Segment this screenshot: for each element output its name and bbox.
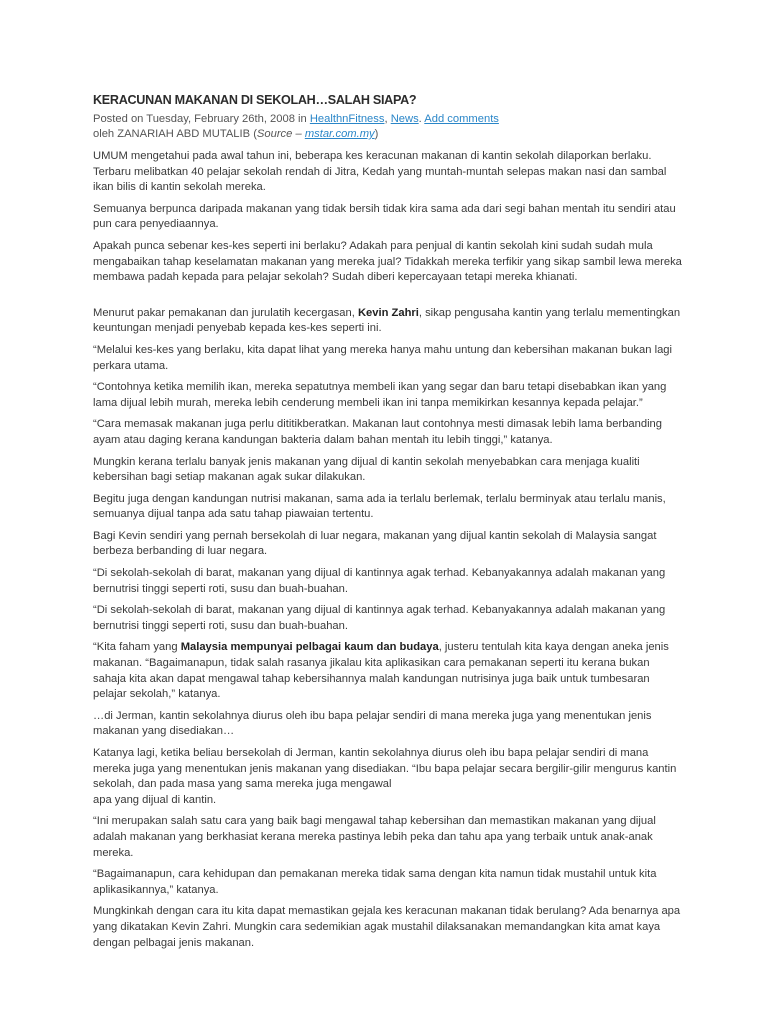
posted-date: Posted on Tuesday, February 26th, 2008 in bbox=[93, 113, 310, 125]
paragraph-3: Apakah punca sebenar kes-kes seperti ini berlaku? Adakah para penjual di kantin sekolah kini sudah sudah mula mengabaikan tahap keselamatan makanan yang mereka jual? Tidakkah mereka terfikir yang sikap sambil lewa mereka membawa padah kepada para pelajar sekolah? Sudah diberi kepercayaan tetapi mereka khianati. bbox=[93, 239, 682, 284]
bold-phrase: Malaysia mempunyai pelbagai kaum dan budaya bbox=[180, 641, 439, 654]
spacer bbox=[93, 292, 683, 306]
source-label: Source – bbox=[256, 128, 305, 140]
paragraph-12: “Di sekolah-sekolah di barat, makanan yang dijual di kantinnya agak terhad. Kebanyakannya adalah makanan yang bernutrisi tinggi seperti roti, susu dan buah-buahan. bbox=[93, 604, 666, 632]
paragraph-4 bbox=[93, 306, 683, 337]
paragraph-5: “Melalui kes-kes yang berlaku, kita dapat lihat yang mereka hanya mahu untung dan kebersihan makanan bukan lagi perkara utama. bbox=[93, 343, 672, 372]
byline bbox=[93, 127, 683, 142]
separator: . bbox=[418, 113, 425, 125]
separator: , bbox=[384, 113, 391, 125]
paragraph-10: Bagi Kevin sendiri yang pernah bersekolah di luar negara, makanan yang dijual kantin sekolah di Malaysia sangat berbeza berbanding di luar negara. bbox=[93, 529, 657, 558]
paragraph-8: Mungkin kerana terlalu banyak jenis makanan yang dijual di kantin sekolah menyebabkan cara menjaga kualiti kebersihan bagi setiap makanan agak sukar dilakukan. bbox=[93, 455, 640, 484]
paragraph-17: “Bagaimanapun, cara kehidupan dan pemakanan mereka tidak sama dengan kita namun tidak mustahil untuk kita aplikasikannya,” katanya. bbox=[93, 868, 657, 896]
paragraph-15 bbox=[93, 746, 683, 808]
paragraph-7: “Cara memasak makanan juga perlu dititikberatkan. Makanan laut contohnya mesti dimasak lebih lama berbanding ayam atau daging kerana kandungan bakteria dalam bahan mentah itu lebih tinggi,” katanya. bbox=[93, 418, 663, 446]
paragraph-15-text: Katanya lagi, ketika beliau bersekolah di Jerman, kantin sekolahnya diurus oleh ibu bapa pelajar sendiri di mana mereka juga yang menentukan jenis makanan yang disediakan. “Ibu bapa pelajar secara bergilir-gilir mengurus kantin sekolah, dan pada masa yang sama mereka juga mengawal bbox=[93, 747, 677, 791]
post-meta bbox=[93, 112, 683, 127]
article-title: KERACUNAN MAKANAN DI SEKOLAH…SALAH SIAPA? bbox=[93, 93, 417, 107]
paragraph-2: Semuanya berpunca daripada makanan yang tidak bersih tidak kira sama ada dari segi bahan mentah itu sendiri atau pun cara penyediaannya. bbox=[93, 202, 676, 231]
paragraph-6: “Contohnya ketika memilih ikan, mereka sepatutnya membeli ikan yang segar dan baru tetapi disebabkan ikan yang lama dijual lebih murah, mereka lebih cenderung membeli ikan ini tanpa memikirkan kesannya kepada pelajar.” bbox=[93, 381, 667, 409]
paragraph-4-text-end: , sikap pengusaha kantin yang terlalu mementingkan keuntungan menjadi penyebab kepada kes-kes seperti ini. bbox=[93, 306, 681, 335]
paragraph-13-text-end: , justeru tentulah kita kaya dengan aneka jenis makanan. “Bagaimanapun, tidak salah rasanya jikalau kita aplikasikan cara pemakanan seperti itu kerana bukan sahaja kita akan dapat mengawal tahap kebersihannya malah kandungan nutrisinya juga baik untuk tumbesaran pelajar sekolah,” katanya. bbox=[93, 641, 669, 701]
paragraph-11: “Di sekolah-sekolah di barat, makanan yang dijual di kantinnya agak terhad. Kebanyakannya adalah makanan yang bernutrisi tinggi seperti roti, susu dan buah-buahan. bbox=[93, 567, 666, 595]
paragraph-4-text: Menurut pakar pemakanan dan jurulatih kecergasan, bbox=[93, 306, 358, 319]
category-link-healthnfitness[interactable]: HealthnFitness bbox=[309, 113, 385, 125]
category-link-news[interactable]: News bbox=[390, 113, 419, 125]
article bbox=[93, 92, 683, 957]
paragraph-16: “Ini merupakan salah satu cara yang baik bagi mengawal tahap kebersihan dan memastikan makanan yang dijual adalah makanan yang berkhasiat kerana mereka pastinya lebih peka dan tahu apa yang terbaik untuk anak-anak mereka. bbox=[93, 815, 656, 859]
expert-name: Kevin Zahri bbox=[357, 306, 419, 319]
paragraph-13-text: “Kita faham yang bbox=[93, 641, 181, 654]
paragraph-14: …di Jerman, kantin sekolahnya diurus oleh ibu bapa pelajar sendiri di mana mereka juga yang menentukan jenis makanan yang disediakan… bbox=[93, 709, 652, 738]
author: oleh ZANARIAH ABD MUTALIB ( bbox=[93, 128, 257, 140]
paragraph-1: UMUM mengetahui pada awal tahun ini, beberapa kes keracunan makanan di kantin sekolah dilaporkan berlaku. Terbaru melibatkan 40 pelajar sekolah rendah di Jitra, Kedah yang muntah-muntah selepas makan nasi dan sambal ikan bilis di kantin sekolah mereka. bbox=[93, 150, 667, 194]
paragraph-13 bbox=[93, 640, 683, 702]
source-link[interactable]: mstar.com.my bbox=[304, 128, 375, 140]
paragraph-15-text-end: apa yang dijual di kantin. bbox=[93, 793, 217, 806]
paragraph-9: Begitu juga dengan kandungan nutrisi makanan, sama ada ia terlalu berlemak, terlalu berminyak atau terlalu manis, semuanya dijual tanpa ada satu tahap piawaian tertentu. bbox=[93, 492, 666, 521]
byline-suffix: ) bbox=[374, 128, 379, 140]
add-comments-link[interactable]: Add comments bbox=[424, 113, 499, 125]
paragraph-18: Mungkinkah dengan cara itu kita dapat memastikan gejala kes keracunan makanan tidak berulang? Ada benarnya apa yang dikatakan Kevin Zahri. Mungkin cara sedemikian agak mustahil dilaksanakan memandangkan kita amat kaya dengan pelbagai jenis makanan. bbox=[93, 905, 681, 949]
